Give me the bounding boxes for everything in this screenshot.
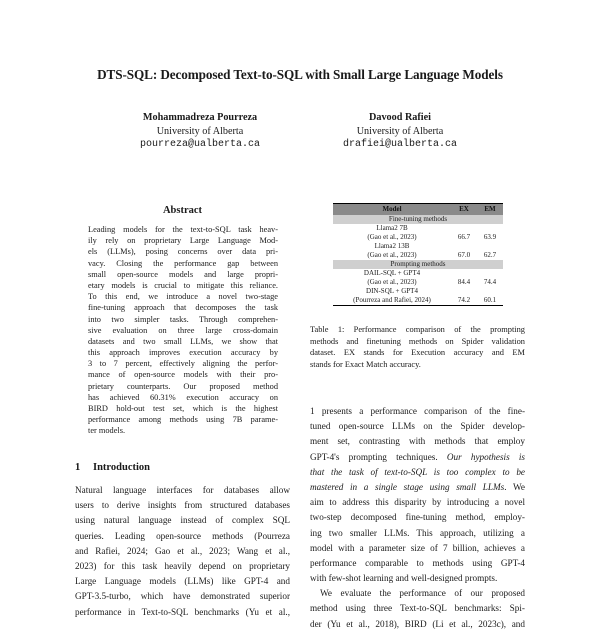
table-header-model: Model [333,204,451,216]
author-email[interactable]: pourreza@ualberta.ca [139,139,261,150]
text-line: users to derive insights from structured databases [75,500,290,511]
author-affiliation: University of Alberta [356,125,444,137]
text-line: vacy. Closing the performance gap between [88,258,278,268]
text-line: 1 presents a performance comparison of the fine- [310,406,525,416]
text-line: BIRD hold-out test set, which is the highest [88,404,278,413]
text-line: queries. Leading open-source methods (Pourreza [75,530,290,541]
text-line: aim to address this disparity by introducing a novel [310,497,525,508]
results-table [333,203,503,306]
text-line: Leading models for the text-to-SQL task heav- [88,225,278,234]
section-title: Introduction [93,462,150,473]
abstract-heading: Abstract [162,205,203,216]
text-line: GPT-3.5-turbo, which have demonstrated superior [75,591,290,602]
table-group-row [333,215,503,224]
model-citation: (Pourreza and Rafiei, 2024) [353,296,431,304]
table-cell-em: 63.9 [483,233,497,241]
text-line: with few-shot learning and well-designed prompts. [310,573,498,584]
model-name: Llama2 13B [374,242,410,250]
author-block-2 [325,111,475,152]
text-line: sive evaluation on three large cross-domain [88,325,278,335]
table-row [333,224,503,242]
model-name: DIN-SQL + GPT4 [366,287,418,295]
table-cell-ex: 67.0 [457,251,471,259]
author-name: Davood Rafiei [369,112,431,123]
author-affiliation: University of Alberta [156,125,244,137]
text-line: ily rely on proprietary Large Language Mod- [88,236,278,246]
table-header-row [333,204,503,216]
model-citation: (Gao et al., 2023) [367,251,417,259]
text-line: Large Language models (LLMs) like GPT-4 and [75,576,290,587]
text-line: To this end, we introduce a novel two-stage [88,292,278,302]
text-line: der (Yu et al., 2018), BIRD (Li et al., 2023c), and [310,618,525,629]
section-number: 1 [75,462,81,473]
model-name: Llama2 7B [376,224,408,232]
text-line: performance among methods using 7B parame- [88,415,278,425]
text-line: els (LLMs), posing concerns over data pri- [88,247,278,257]
text-line: 3 to 7 percent, effectively aligning the perfor- [88,359,278,369]
table-cell-em: 74.4 [483,278,497,286]
text-line: Table 1: Performance comparison of the prompting [310,325,525,334]
table-cell-em: 62.7 [483,251,497,259]
text-line: datasets and two small LLMs, we show that [88,336,278,346]
text-line: stands for Exact Match accuracy. [310,359,421,369]
table-caption [310,324,525,370]
table-cell-em: 60.1 [477,287,503,306]
table-cell-model [333,287,451,306]
text-line: dataset. EX stands for Execution accuracy and EM [310,348,525,358]
table-row [333,287,503,306]
abstract-body [88,224,278,437]
paper-title: DTS-SQL: Decomposed Text-to-SQL with Small Large Language Models [97,67,503,82]
text-line: method using three Text-to-SQL benchmarks: Spi- [310,603,525,614]
author-block-1 [125,111,275,152]
text-line: performance in Text-to-SQL benchmarks (Yu et al., [75,606,290,617]
text-italic: Our hypothesis is [446,451,525,462]
text-line: has achieved 60.31% execution accuracy on [88,392,278,402]
table-group-label: Fine-tuning methods [333,215,503,224]
table-header-em: EM [477,204,503,216]
text-line [310,480,525,495]
text-line: performance comparable to methods using GPT-4 [310,557,525,568]
table-cell-ex: 84.4 [457,278,471,286]
text-line: prietary counterparts. Our proposed method [88,381,278,391]
text-line: methods and finetuning methods on Spider validation [310,336,525,346]
table-header-ex: EX [451,204,477,216]
text-italic: that the task of text-to-SQL is too complex to be [310,466,525,477]
text-line: into two simpler tasks. Through comprehen- [88,314,278,324]
table-row [333,269,503,287]
section-heading-introduction [75,462,150,473]
text-plain: . We [504,481,525,492]
table-group-row [333,260,503,269]
introduction-body [75,483,290,620]
table-cell-ex: 66.7 [457,233,471,241]
table-cell-ex: 74.2 [451,287,477,306]
table-group-label: Prompting methods [333,260,503,269]
text-line: tuned open-source LLMs on the Spider develop- [310,421,525,432]
text-plain: GPT-4's prompting techniques. [310,451,447,462]
author-name: Mohammadreza Pourreza [142,112,258,123]
text-line: etary models is crucial to mitigate this reliance. [88,280,278,290]
text-line: We evaluate the performance of our proposed [320,588,525,599]
text-line: 2023) for this task heavily depend on proprietary [75,560,290,571]
author-email[interactable]: drafiei@ualberta.ca [342,139,458,150]
text-line [310,465,525,480]
table-body [333,215,503,306]
text-line [310,450,525,465]
text-line: ter models. [88,426,126,436]
right-column-body [310,404,525,632]
table-cell-model [333,269,451,287]
model-citation: (Gao et al., 2023) [367,233,417,241]
table-row [333,242,503,260]
text-line: Natural language interfaces for databases allow [75,485,290,495]
table-cell-model [333,224,451,242]
text-line: model with a parameter size of 7 billion, achieves a [310,542,525,553]
text-line: ment set, contrasting with methods that employ [310,436,525,447]
text-line: mance of open-source models with their pro- [88,370,278,380]
model-name: DAIL-SQL + GPT4 [363,269,421,277]
text-italic: mastered in a single stage using small LLMs [310,481,505,492]
text-line: using natural language instead of complex SQL [75,515,290,526]
text-line: ing two smaller LLMs. This approach, utilizing a [310,527,525,538]
table-cell-model [333,242,451,260]
text-line: and Rafiei, 2024; Gao et al., 2023; Wang et al., [75,545,290,556]
text-line: small open-source models and large propri- [88,269,278,279]
text-line: this approach improves execution accuracy by [88,348,278,358]
model-citation: (Gao et al., 2023) [367,278,417,286]
text-line: fine-tuning approach that decomposes the task [88,303,278,313]
text-line: two-step decomposed fine-tuning method, employ- [310,512,525,523]
